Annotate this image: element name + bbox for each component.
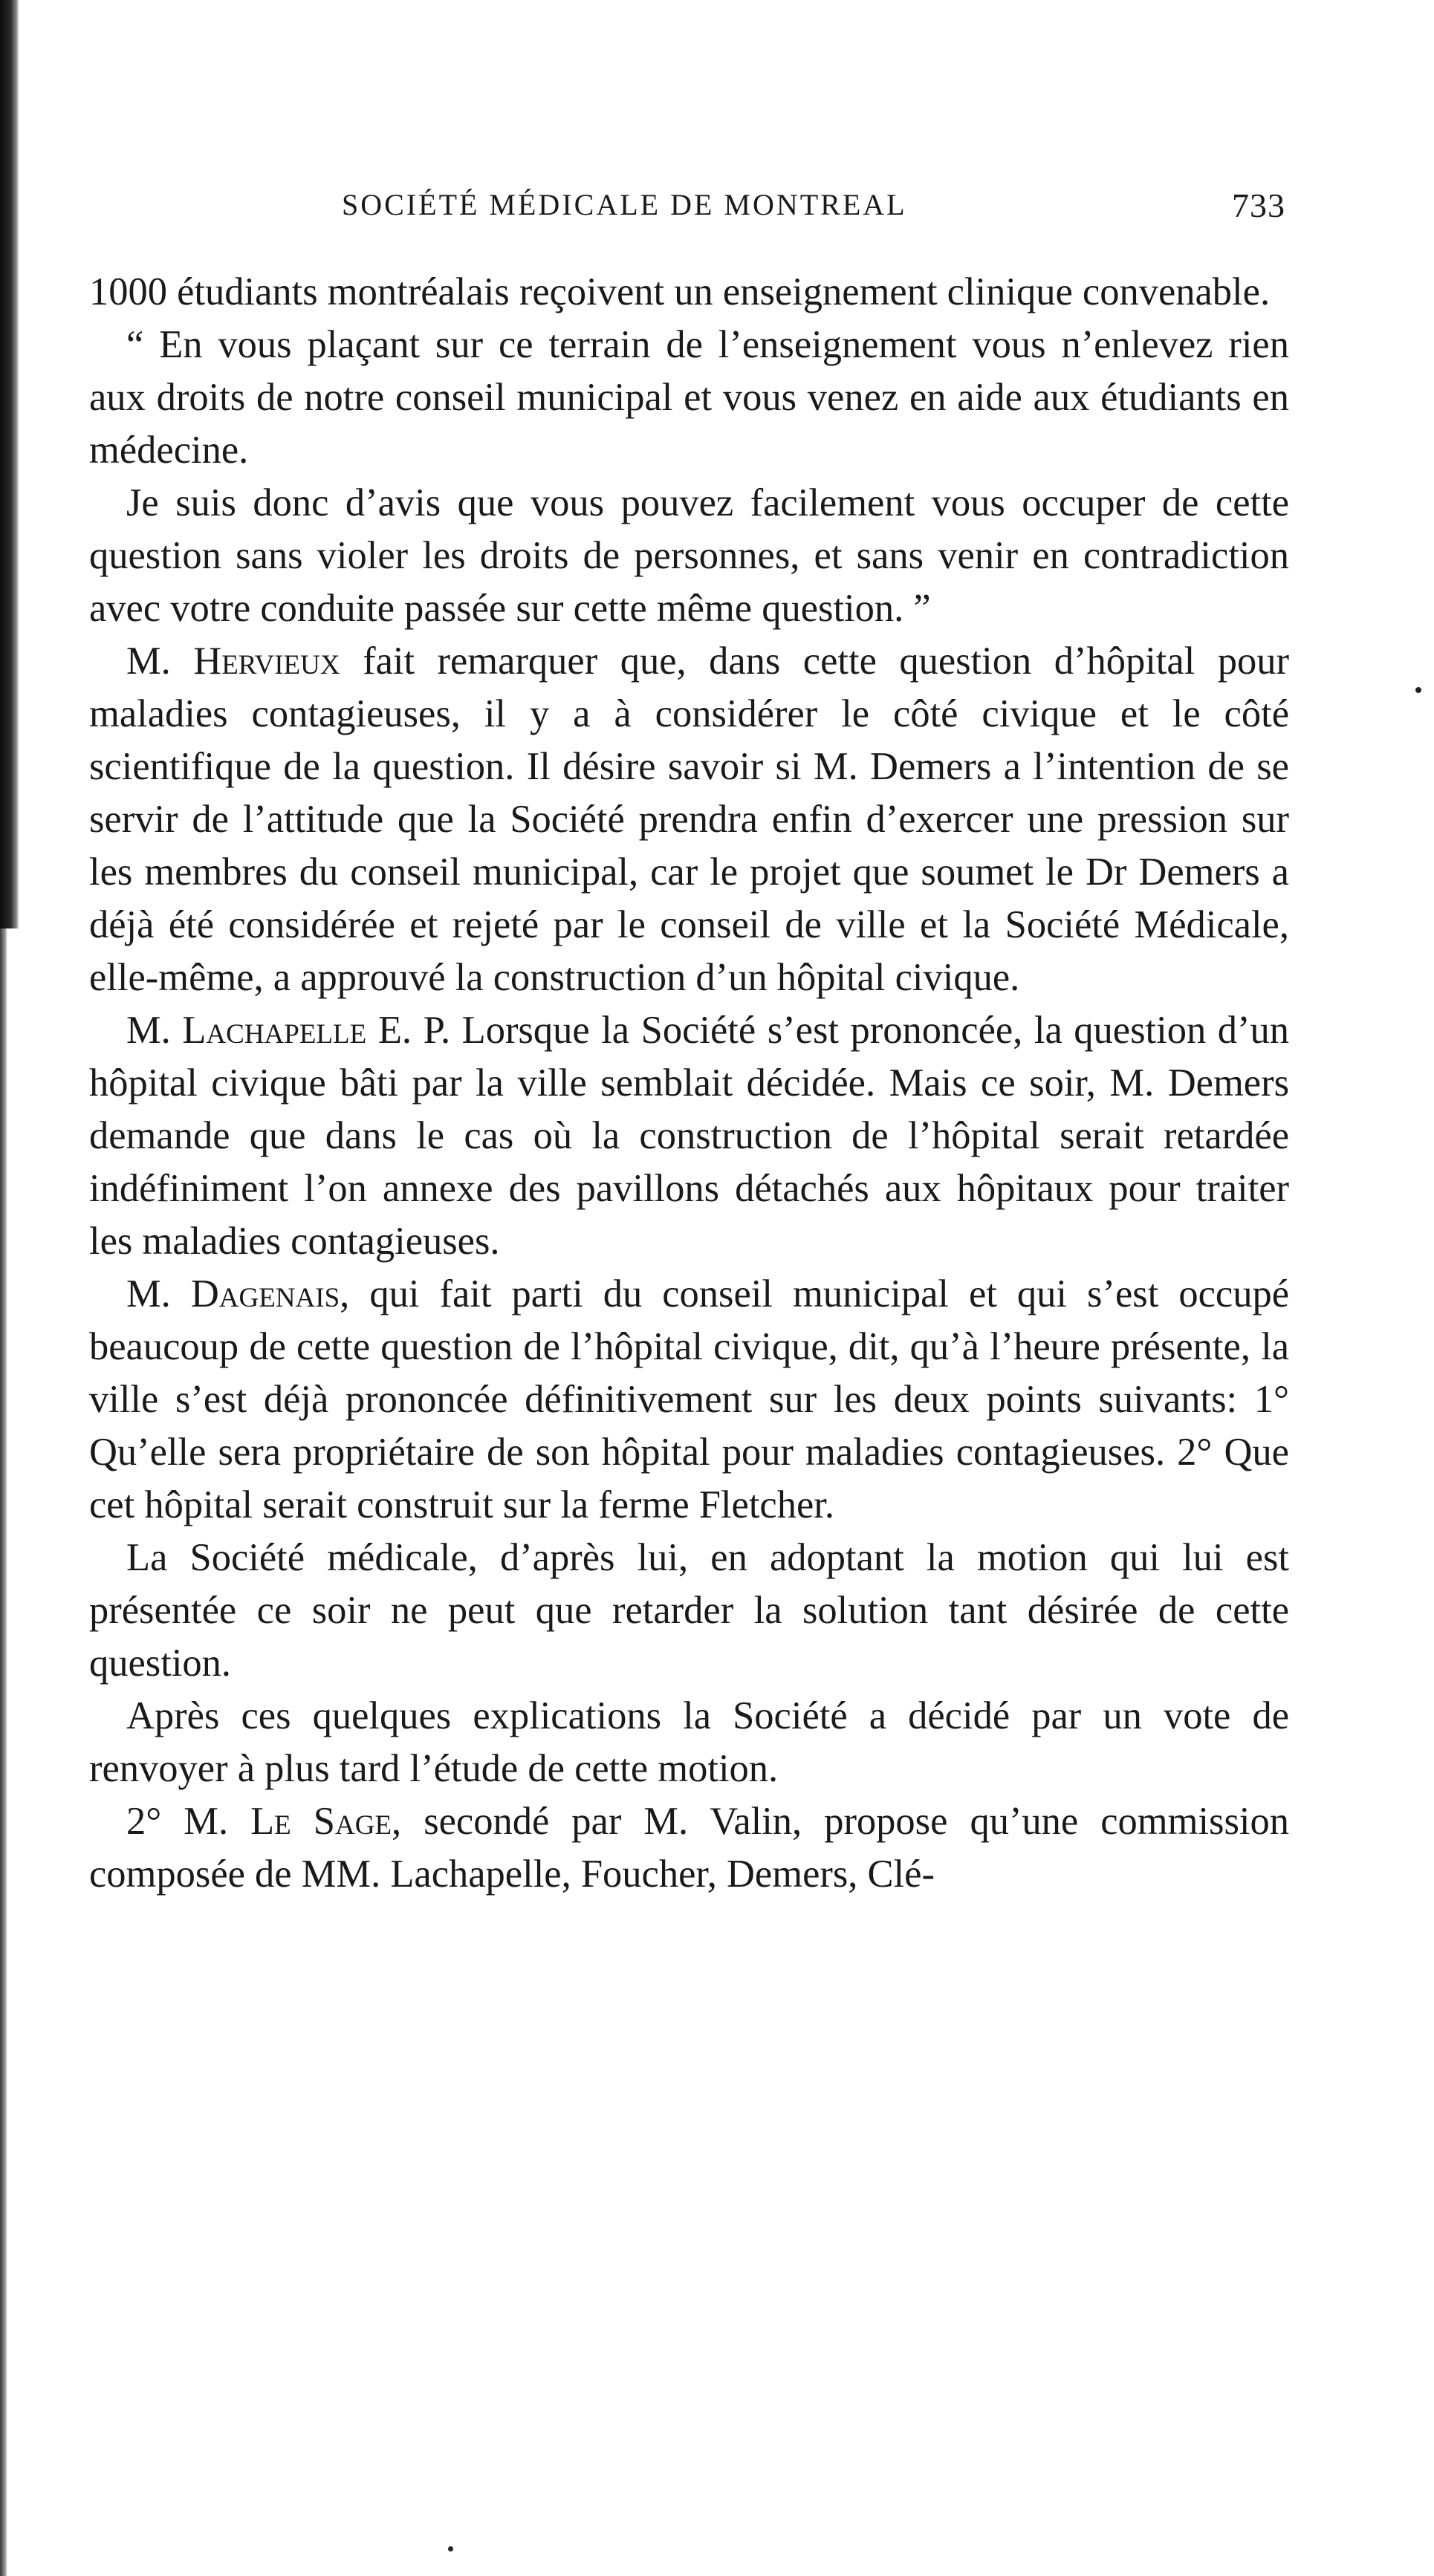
paragraph xyxy=(89,1268,1289,1532)
binding-edge xyxy=(0,0,19,928)
scan-speck xyxy=(1415,687,1421,693)
paragraph xyxy=(89,1690,1289,1795)
running-head xyxy=(342,187,1285,232)
paragraph-text: fait remarquer que, dans cette question d’hôpital pour maladies contagieuses, il y a à considérer le côté civique et le côté scientifique de la question. Il désire savoir si M. Demers a l’intention de se servir de l’attitude que la Société prendra enfin d’exercer une pression sur les membres du conseil municipal, car le projet que soumet le Dr Demers a déjà été considérée et rejeté par le conseil de ville et la Société Médicale, elle-même, a approuvé la construction d’un hôpital civique. xyxy=(89,640,1289,999)
paragraph-text: “ En vous plaçant sur ce terrain de l’enseignement vous n’enlevez rien aux droits de notre conseil municipal et vous venez en aide aux étudiants en médecine. xyxy=(89,323,1289,472)
paragraph xyxy=(89,266,1289,319)
paragraph xyxy=(89,1004,1289,1268)
paragraph xyxy=(89,477,1289,635)
paragraph xyxy=(89,319,1289,477)
speaker-name: M. Le Sage xyxy=(184,1800,392,1843)
paragraph-text: , qui fait parti du conseil municipal et qui s’est occupé beaucoup de cette question de l’hôpital civique, dit, qu’à l’heure présente, la ville s’est déjà prononcée définitivement sur les deux points suivants: 1° Qu’elle sera propriétaire de son hôpital pour maladies contagieuses. 2° Que cet hôpital serait construit sur la ferme Fletcher. xyxy=(89,1272,1289,1526)
speaker-name: M. Hervieux xyxy=(126,640,340,683)
paragraph-text: E. P. Lorsque la Société s’est prononcée, la question d’un hôpital civique bâti par la ville semblait décidée. Mais ce soir, M. Demers demande que dans le cas où la construction de l’hôpital serait retardée indéfiniment l’on annexe des pavillons détachés aux hôpitaux pour traiter les maladies contagieuses. xyxy=(89,1009,1290,1263)
speaker-name: M. Lachapelle xyxy=(126,1009,367,1052)
paragraph-text: 1000 étudiants montréalais reçoivent un enseignement clinique convenable. xyxy=(89,270,1271,313)
speaker-name: M. Dagenais xyxy=(126,1272,340,1315)
paragraph-text: Après ces quelques explications la Société a décidé par un vote de renvoyer à plus tard l’étude de cette motion. xyxy=(89,1694,1289,1790)
paragraph xyxy=(89,1795,1289,1901)
paragraph xyxy=(89,1532,1289,1690)
paragraph-text: La Société médicale, d’après lui, en adoptant la motion qui lui est présentée ce soir ne peut que retarder la solution tant désirée de cette question. xyxy=(89,1536,1289,1685)
item-number: 2° xyxy=(126,1800,184,1843)
binding-edge-lower xyxy=(0,928,7,2576)
body-text xyxy=(89,266,1289,1901)
running-title: SOCIÉTÉ MÉDICALE DE MONTREAL xyxy=(342,188,907,221)
paragraph-text: Je suis donc d’avis que vous pouvez facilement vous occuper de cette question sans violer les droits de personnes, et sans venir en contradiction avec votre conduite passée sur cette même question. ” xyxy=(89,481,1289,630)
scan-speck xyxy=(448,2546,453,2551)
paragraph xyxy=(89,635,1289,1004)
page-number: 733 xyxy=(1232,186,1285,224)
paragraph-text: , secondé par M. Valin, propose qu’une commission composée de MM. Lachapelle, Foucher, Demers, Clé- xyxy=(89,1800,1290,1896)
